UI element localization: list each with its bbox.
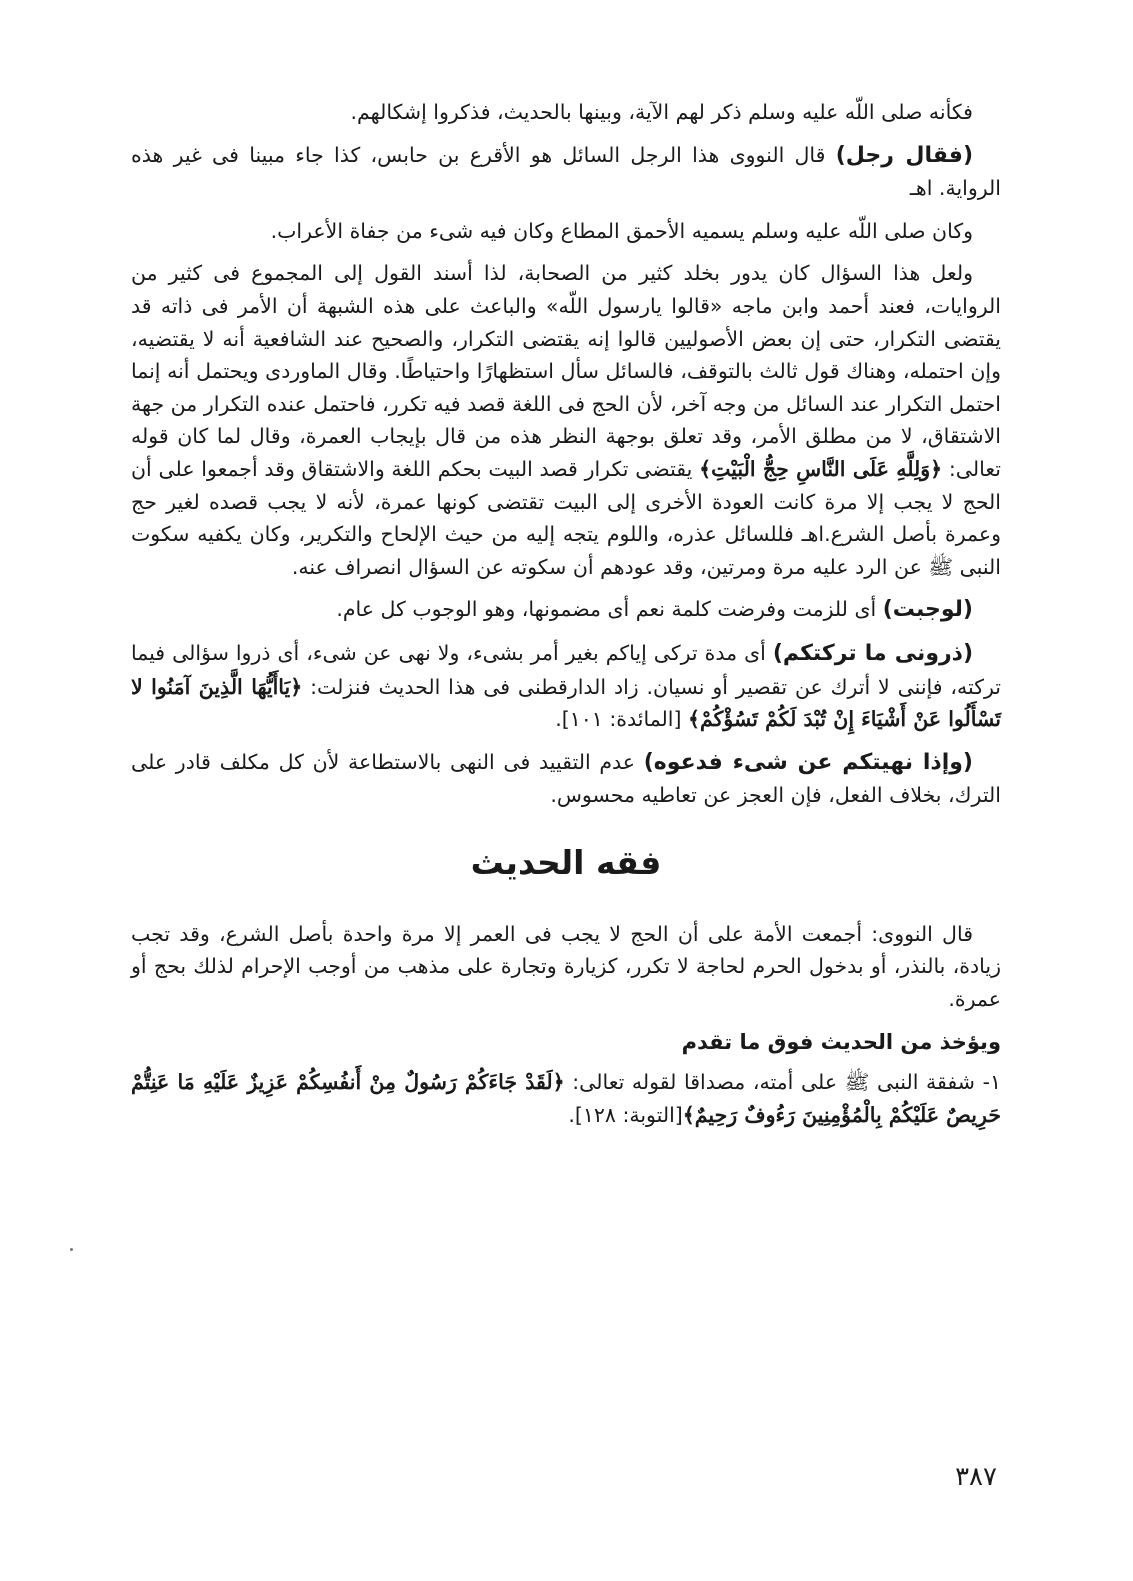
paragraph-8-text: قال النووى: أجمعت الأمة على أن الحج لا يجب فى العمر إلا مرة واحدة بأصل الشرع، وقد تجب زيادة، بالنذر، أو بدخول الحرم لحاجة لا تكرر، كزيارة وتجارة على مذهب من أوجب الإحرام لذلك بحج أو عمرة.: [131, 921, 1001, 1012]
paragraph-6-text-a: أى مدة تركى إياكم بغير أمر بشىء، ولا نهى عن شىء، أى ذروا سؤالى فيما تركته، فإننى لا أترك عن تقصير أو نسيان. زاد الدارقطنى فى هذا الحديث فنزلت:: [131, 640, 1001, 699]
term-dharuni: (ذرونى ما تركتكم): [772, 640, 973, 666]
paragraph-5-text: أى للزمت وفرضت كلمة نعم أى مضمونها، وهو الوجوب كل عام.: [336, 597, 883, 622]
page-number: ٣٨٧: [955, 1462, 997, 1492]
paragraph-1-text: فكأنه صلى اللّه عليه وسلم ذكر لهم الآية، وبينها بالحديث، فذكروا إشكالهم.: [350, 100, 973, 124]
term-fa-qala-rajul: (فقال رجل): [835, 142, 973, 168]
list-item-1-text: شفقة النبى ﷺ على أمته، مصداقا لقوله تعالى:: [564, 1070, 975, 1095]
paragraph-4-text-b: يقتضى تكرار قصد البيت بحكم اللغة والاشتقاق وقد أجمعوا على أن الحج لا يجب إلا مرة كانت العودة الأخرى إلى البيت تقتضى كونها عمرة، لأنه لا يجب قصده لغير حج وعمرة بأصل الشرع.اهـ فللسائل عذره، واللوم يتجه إليه من حيث الإلحاح والتكرير، وكان يكفيه سكوت النبى ﷺ عن الرد عليه مرة ومرتين، وقد عودهم أن سكوته عن السؤال انصراف عنه.: [131, 456, 1001, 579]
quran-verse-maidah: ﴿يَاأَيُّهَا الَّذِينَ آمَنُوا لا تَسْأَلُوا عَنْ أَشْيَاءَ إِنْ تُبْدَ لَكُمْ تَسُؤْكُمْ﴾: [131, 674, 1001, 732]
list-item-1: [131, 1066, 1001, 1131]
paragraph-2-text: قال النووى هذا الرجل السائل هو الأقرع بن حابس، كذا جاء مبينا فى غير هذه الرواية. اهـ: [131, 142, 1001, 201]
quran-verse-hajj: ﴿وَلِلَّهِ عَلَى النَّاسِ حِجُّ الْبَيْتِ﴾: [699, 456, 943, 481]
term-wa-idha: (وإذا نهيتكم عن شىء فدعوه): [643, 749, 973, 775]
list-item-1-number: ١-: [974, 1070, 1001, 1095]
paragraph-nawawi: [131, 918, 1001, 1016]
paragraph-3: [131, 215, 1001, 248]
paragraph-7-text: عدم التقييد فى النهى بالاستطاعة لأن كل مكلف قادر على الترك، بخلاف الفعل، فإن العجز عن تعاطيه محسوس.: [131, 749, 1001, 808]
paragraph-4-text-a: ولعل هذا السؤال كان يدور بخلد كثير من الصحابة، لذا أسند القول إلى المجموع فى كثير من الروايات، فعند أحمد وابن ماجه «قالوا يارسول اللّه» والباعث على هذه الشبهة أن الأمر فى ذاته قد يقتضى التكرار، حتى إن بعض الأصوليين قالوا إنه يقتضى التكرار، والصحيح عند الشافعية أنه لا يقتضيه، وإن احتمله، وهناك قول ثالث بالتوقف، فالسائل سأل استظهارًا واحتياطًا. وقال الماوردى ويحتمل أنه إنما احتمل التكرار عند السائل من وجه آخر، لأن الحج فى اللغة قصد فيه تكرر، فاحتمل عنده التكرار من جهة الاشتقاق، لا من مطلق الأمر، وقد تعلق بوجهة النظر هذه من قال بإيجاب العمرة، وقال لما كان قوله تعالى:: [131, 261, 1001, 481]
paragraph-4: [131, 257, 1001, 583]
paragraph-6-text-b: [المائدة: ١٠١].: [555, 707, 688, 732]
paragraph-fa-qala-rajul: [131, 139, 1001, 205]
section-heading-fiqh: فقه الحديث: [470, 842, 662, 882]
paragraph-lawajabat: [131, 593, 1001, 627]
paragraph-dharuni: [131, 637, 1001, 736]
term-lawajabat: (لوجبت): [882, 597, 973, 623]
paragraph-3-text: وكان صلى اللّه عليه وسلم يسميه الأحمق المطاع وكان فيه شىء من جفاة الأعراب.: [270, 218, 973, 243]
scan-speck: [70, 1248, 73, 1251]
list-item-1-ref: [التوبة: ١٢٨].: [568, 1102, 683, 1127]
page-body: [131, 96, 1001, 1131]
quran-verse-tawbah: ﴿لَقَدْ جَاءَكُمْ رَسُولٌ مِنْ أَنفُسِكُمْ عَزِيزٌ عَلَيْهِ مَا عَنِتُّمْ حَرِيصٌ عَلَيْكُمْ بِالْمُؤْمِنِينَ رَءُوفٌ رَحِيمٌ﴾: [131, 1070, 1001, 1127]
paragraph-1: [131, 96, 1001, 129]
subheading-lessons: ويؤخذ من الحديث فوق ما تقدم: [681, 1029, 1001, 1054]
paragraph-wa-idha: [131, 746, 1001, 812]
